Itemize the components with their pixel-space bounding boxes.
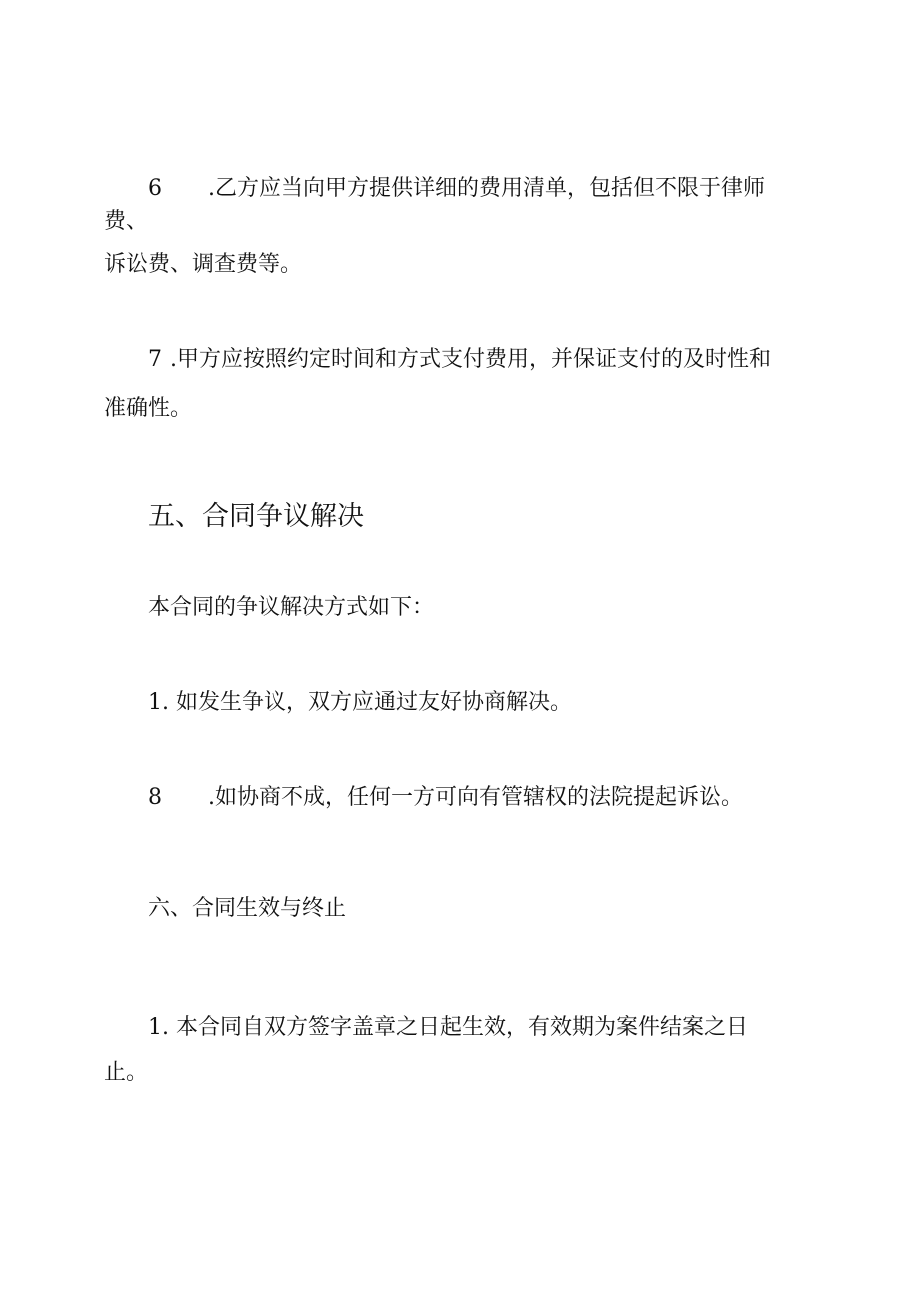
item-6-line-1 — [148, 174, 765, 204]
section-5-clause-8 — [148, 783, 743, 813]
section-5-intro: 本合同的争议解决方式如下： — [148, 595, 435, 620]
section-6-clause-1-line-2: 止。 — [104, 1060, 149, 1085]
item-6-line-2: 费、 — [104, 209, 149, 234]
clause-8-number: 8 — [148, 785, 162, 810]
section-5-heading: 五、合同争议解决 — [148, 501, 364, 532]
item-6-text-line-1: .乙方应当向甲方提供详细的费用清单，包括但不限于律师 — [208, 176, 765, 201]
item-7-line-1 — [148, 345, 771, 375]
item-7-text-line-1: .甲方应按照约定时间和方式支付费用，并保证支付的及时性和 — [170, 347, 771, 372]
section-5-clause-1: 1. 如发生争议，双方应通过友好协商解决。 — [148, 690, 572, 715]
item-6-number: 6 — [148, 176, 162, 201]
item-7-line-2: 准确性。 — [104, 396, 193, 421]
section-6-heading: 六、合同生效与终止 — [148, 896, 347, 921]
item-6-line-3: 诉讼费、调查费等。 — [104, 252, 303, 277]
section-6-clause-1-line-1: 1. 本合同自双方签字盖章之日起生效，有效期为案件结案之日 — [148, 1015, 748, 1040]
clause-8-text: .如协商不成，任何一方可向有管辖权的法院提起诉讼。 — [208, 785, 743, 810]
item-7-number: 7 — [148, 347, 162, 372]
